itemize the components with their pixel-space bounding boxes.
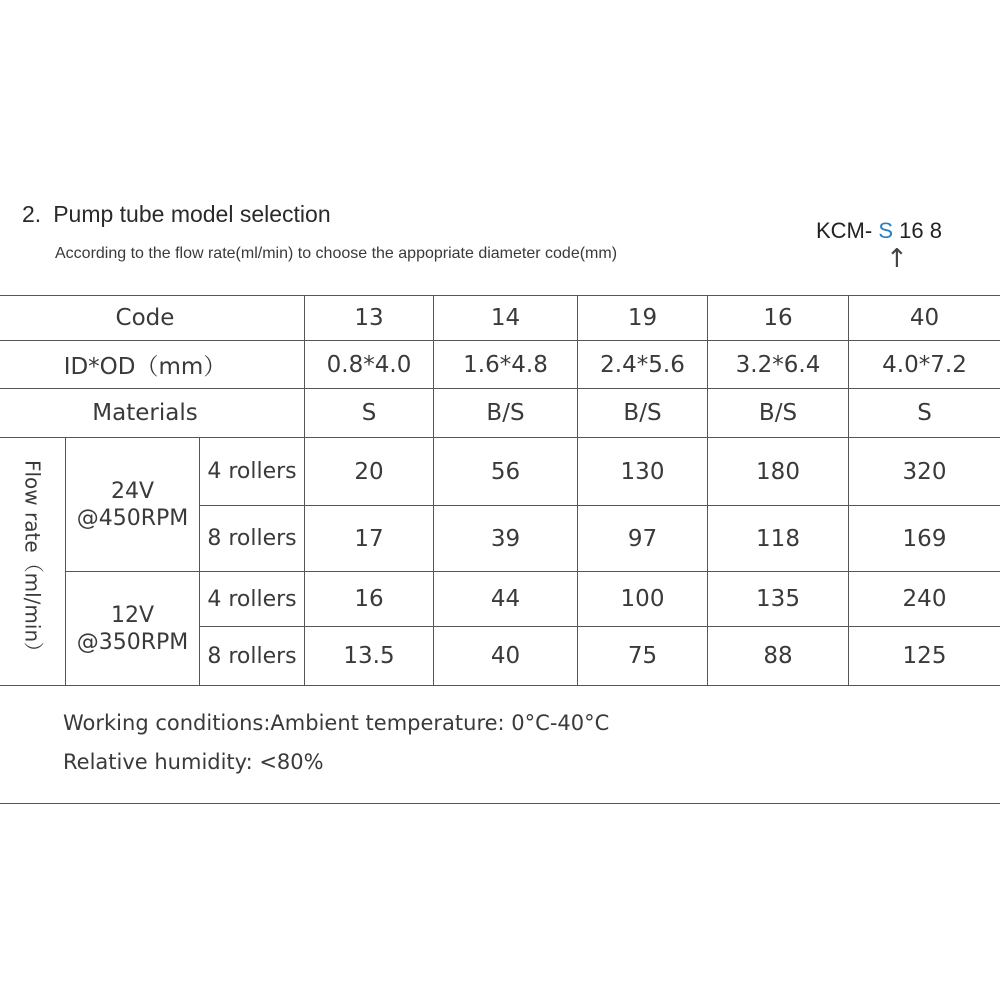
flow-cell: 13.5 bbox=[343, 643, 395, 669]
flow-rate-label bbox=[1, 438, 65, 685]
flow-cell: 320 bbox=[902, 458, 947, 485]
materials-cell: B/S bbox=[486, 400, 525, 426]
code-cell: 16 bbox=[763, 305, 793, 331]
flow-cell: 240 bbox=[902, 586, 947, 612]
idod-cell: 2.4*5.6 bbox=[600, 351, 685, 378]
rollers-label: 4 rollers bbox=[207, 459, 297, 484]
rollers-label: 8 rollers bbox=[207, 526, 297, 551]
flow-cell: 17 bbox=[354, 525, 384, 552]
rpm-label: @450RPM bbox=[76, 505, 189, 531]
flow-cell: 97 bbox=[627, 525, 658, 552]
section-title-text: Pump tube model selection bbox=[53, 201, 331, 227]
flow-cell: 75 bbox=[627, 643, 658, 669]
code-cell: 40 bbox=[909, 305, 940, 331]
model-highlight: S bbox=[878, 218, 894, 243]
voltage-label: 24V bbox=[110, 478, 155, 504]
notes-bottom-border bbox=[0, 803, 1000, 804]
materials-cell: B/S bbox=[758, 400, 798, 426]
flow-cell: 16 bbox=[354, 586, 384, 612]
code-cell: 13 bbox=[354, 305, 384, 331]
flow-cell: 169 bbox=[902, 525, 947, 552]
voltage-group-24v bbox=[66, 438, 199, 571]
rollers-label: 4 rollers bbox=[207, 586, 297, 612]
flow-cell: 100 bbox=[620, 586, 665, 612]
flow-cell: 130 bbox=[620, 458, 665, 485]
flow-cell: 88 bbox=[763, 643, 793, 669]
flow-cell: 40 bbox=[490, 643, 521, 669]
working-conditions-note: Working conditions:Ambient temperature: 0°C-40°C bbox=[63, 711, 610, 735]
materials-cell: S bbox=[917, 400, 932, 426]
flow-cell: 56 bbox=[490, 458, 521, 485]
idod-cell: 1.6*4.8 bbox=[463, 351, 548, 378]
model-suffix: 16 8 bbox=[899, 218, 942, 243]
model-prefix: KCM- bbox=[816, 218, 873, 243]
flow-cell: 125 bbox=[902, 643, 947, 669]
voltage-label: 12V bbox=[110, 602, 155, 628]
idod-cell: 0.8*4.0 bbox=[326, 351, 412, 378]
flow-cell: 180 bbox=[756, 458, 800, 485]
code-label: Code bbox=[115, 305, 175, 331]
flow-cell: 118 bbox=[756, 525, 800, 552]
code-cell: 14 bbox=[490, 305, 521, 331]
code-cell: 19 bbox=[627, 305, 658, 331]
model-code bbox=[816, 218, 942, 244]
section-number: 2. bbox=[22, 201, 42, 227]
flow-cell: 44 bbox=[490, 586, 521, 612]
flow-cell: 20 bbox=[354, 458, 384, 485]
section-title bbox=[22, 201, 331, 228]
idod-cell: 3.2*6.4 bbox=[735, 351, 821, 378]
materials-label: Materials bbox=[92, 400, 198, 426]
rollers-label: 8 rollers bbox=[207, 643, 297, 669]
materials-cell: B/S bbox=[623, 400, 662, 426]
flow-rate-label-text: Flow rate（ml/min） bbox=[20, 460, 45, 663]
materials-cell: S bbox=[361, 400, 377, 426]
idod-cell: 4.0*7.2 bbox=[882, 351, 967, 378]
flow-cell: 39 bbox=[490, 525, 521, 552]
flow-cell: 135 bbox=[756, 586, 800, 612]
idod-label: ID*OD（mm） bbox=[63, 354, 227, 380]
voltage-group-12v bbox=[66, 572, 199, 685]
section-subtitle: According to the flow rate(ml/min) to choose the appopriate diameter code(mm) bbox=[55, 245, 618, 262]
humidity-note: Relative humidity: <80% bbox=[63, 750, 324, 774]
rpm-label: @350RPM bbox=[76, 629, 189, 655]
up-arrow-icon: ↑ bbox=[886, 244, 908, 274]
table-bottom-border bbox=[0, 685, 1000, 686]
